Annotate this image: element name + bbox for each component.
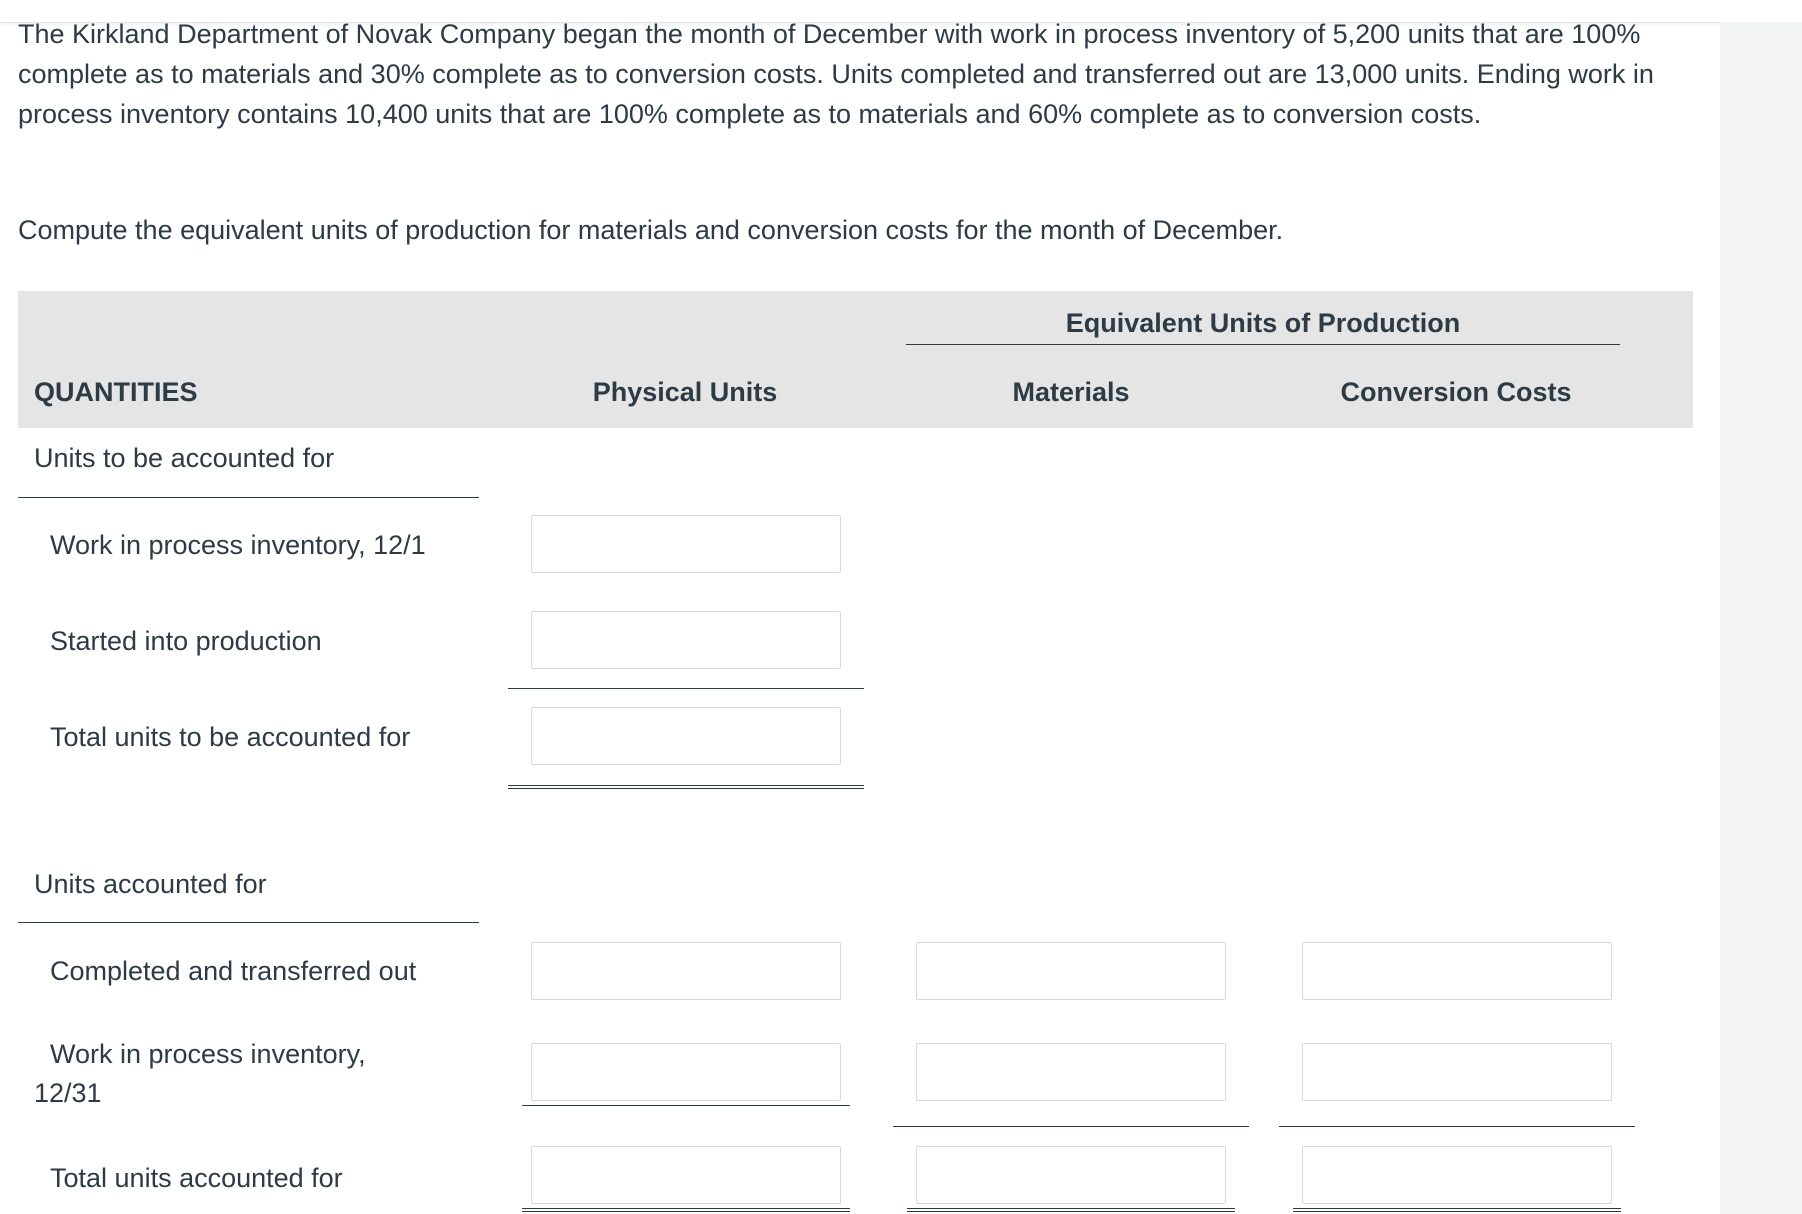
subtotal-rule	[1279, 1126, 1635, 1127]
quantities-header: QUANTITIES	[34, 377, 198, 407]
equivalent-units-header: Equivalent Units of Production	[1065, 308, 1461, 338]
total-accounted-materials-input[interactable]	[916, 1146, 1226, 1204]
total-accounted-physical-input[interactable]	[531, 1146, 841, 1204]
started-physical-input[interactable]	[531, 611, 841, 669]
total-to-account-physical-input[interactable]	[531, 707, 841, 765]
conversion-costs-header: Conversion Costs	[1340, 377, 1572, 407]
subtotal-rule	[508, 688, 864, 689]
row-label-wip-start: Work in process inventory, 12/1	[50, 530, 426, 560]
materials-header: Materials	[1012, 377, 1130, 407]
right-gutter	[1720, 22, 1802, 1214]
section-rule	[18, 922, 479, 923]
wip-end-conversion-input[interactable]	[1302, 1043, 1612, 1101]
total-double-rule	[522, 1208, 850, 1212]
total-double-rule	[1293, 1208, 1621, 1212]
section-rule	[18, 497, 479, 498]
subtotal-rule	[522, 1105, 850, 1106]
total-double-rule	[907, 1208, 1235, 1212]
wip-end-physical-input[interactable]	[531, 1043, 841, 1101]
instruction-text: Compute the equivalent units of production for materials and conversion costs for the month of December.	[18, 215, 1284, 245]
wip-end-materials-input[interactable]	[916, 1043, 1226, 1101]
equivalent-units-underline	[906, 344, 1620, 345]
problem-text: The Kirkland Department of Novak Company began the month of December with work in process inventory of 5,200 units that are 100% complete as to materials and 30% complete as to conversion costs. Units completed and transferred out are 13,000 units. Ending work in process inventory contains 10,400 units that are 100% complete as to materials and 60% complete as to conversion costs.	[18, 19, 1654, 129]
section-units-accounted: Units accounted for	[34, 869, 267, 899]
row-label-total-accounted: Total units accounted for	[50, 1163, 343, 1193]
total-double-rule	[508, 785, 864, 789]
row-label-wip-end: Work in process inventory,	[50, 1039, 366, 1069]
wip-start-physical-input[interactable]	[531, 515, 841, 573]
row-label-started: Started into production	[50, 626, 322, 656]
row-label-total-to-account: Total units to be accounted for	[50, 722, 411, 752]
section-units-to-be-accounted: Units to be accounted for	[34, 443, 335, 473]
total-accounted-conversion-input[interactable]	[1302, 1146, 1612, 1204]
row-label-completed: Completed and transferred out	[50, 956, 417, 986]
completed-conversion-input[interactable]	[1302, 942, 1612, 1000]
physical-units-header: Physical Units	[592, 377, 778, 407]
subtotal-rule	[893, 1126, 1249, 1127]
completed-materials-input[interactable]	[916, 942, 1226, 1000]
row-label-wip-end-date: 12/31	[34, 1078, 102, 1108]
completed-physical-input[interactable]	[531, 942, 841, 1000]
